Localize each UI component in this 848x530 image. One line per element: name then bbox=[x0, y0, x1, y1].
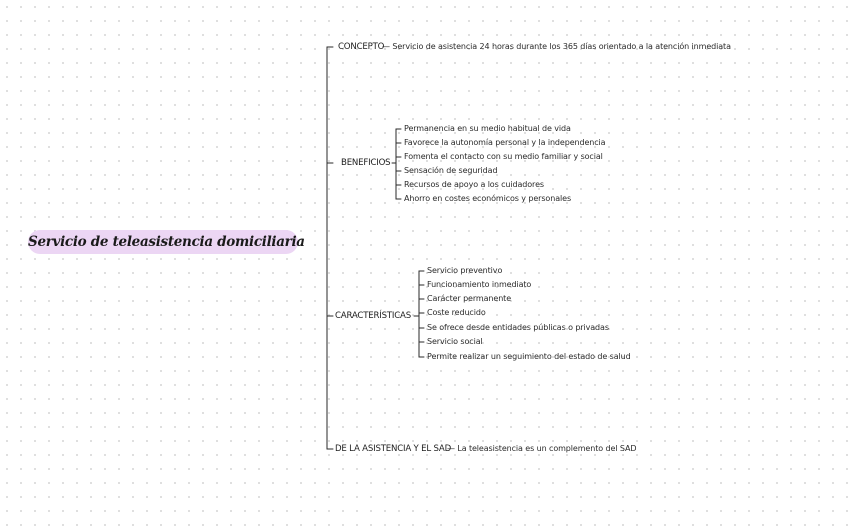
beneficio-item: Fomenta el contacto con su medio familiar y social bbox=[404, 152, 603, 161]
beneficio-item: Permanencia en su medio habitual de vida bbox=[404, 124, 571, 133]
sad-label: DE LA ASISTENCIA Y EL SAD bbox=[335, 444, 451, 454]
caracteristica-item: Servicio preventivo bbox=[427, 266, 503, 275]
beneficio-item: Sensación de seguridad bbox=[404, 166, 498, 175]
caracteristica-item: Permite realizar un seguimiento del estado de salud bbox=[427, 352, 631, 361]
caracteristica-item: Carácter permanente bbox=[427, 294, 512, 303]
caracteristica-item: Se ofrece desde entidades públicas o privadas bbox=[427, 323, 609, 332]
concepto-label: CONCEPTO bbox=[338, 42, 385, 52]
beneficio-item: Ahorro en costes económicos y personales bbox=[404, 194, 572, 203]
caracteristica-item: Servicio social bbox=[427, 337, 483, 346]
beneficio-item: Favorece la autonomía personal y la independencia bbox=[404, 138, 606, 147]
beneficios-label: BENEFICIOS bbox=[341, 158, 391, 168]
diagram-title: Servicio de teleasistencia domiciliaria bbox=[28, 230, 298, 254]
sad-text: — La teleasistencia es un complemento del SAD bbox=[447, 444, 637, 453]
beneficio-item: Recursos de apoyo a los cuidadores bbox=[404, 180, 544, 189]
caracteristicas-label: CARACTERÍSTICAS bbox=[335, 311, 411, 321]
caracteristica-item: Funcionamiento inmediato bbox=[427, 280, 532, 289]
caracteristica-item: Coste reducido bbox=[427, 308, 486, 317]
concepto-text: — Servicio de asistencia 24 horas durante los 365 días orientado a la atención inmediata bbox=[382, 42, 731, 51]
